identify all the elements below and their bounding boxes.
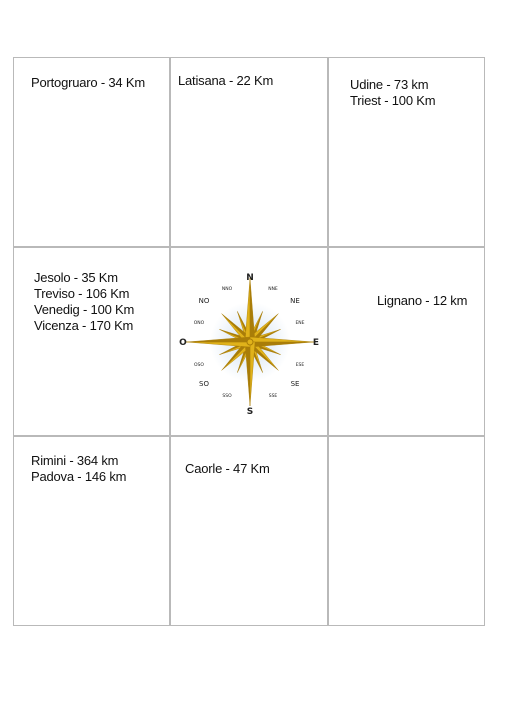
distance-list-bottom-left — [31, 453, 126, 485]
distance-list-top-right — [350, 77, 435, 109]
cell-bottom-left — [13, 436, 170, 626]
distance-entry: Triest - 100 Km — [350, 93, 436, 108]
distance-list-middle-right — [377, 293, 467, 309]
cell-bottom-right — [328, 436, 485, 626]
distance-entry: Treviso - 106 Km — [34, 286, 130, 301]
compass-label-ne: NE — [290, 297, 300, 305]
distance-entry: Latisana - 22 Km — [178, 73, 274, 88]
distance-entry: Udine - 73 km — [350, 77, 429, 92]
compass-label-ese: ESE — [295, 363, 305, 368]
compass-label-o: O — [179, 338, 187, 348]
compass-label-oso: OSO — [194, 363, 204, 368]
cell-middle-left — [13, 247, 170, 436]
compass-label-ene: ENE — [295, 321, 305, 326]
compass-label-ono: ONO — [193, 321, 205, 326]
distance-entry: Jesolo - 35 Km — [34, 270, 118, 285]
compass-label-n: N — [246, 273, 254, 283]
compass-label-so: SO — [199, 380, 209, 388]
compass-label-nno: NNO — [221, 287, 233, 292]
distance-entry: Caorle - 47 Km — [185, 461, 270, 476]
compass-label-no: NO — [198, 297, 210, 305]
distance-list-top-left — [31, 75, 145, 91]
distance-list-bottom-center — [185, 461, 270, 477]
compass-label-sso: SSO — [222, 394, 232, 399]
compass-hub — [247, 339, 253, 345]
distance-list-top-center — [178, 73, 273, 89]
location-grid — [13, 57, 485, 626]
distance-entry: Lignano - 12 km — [377, 293, 468, 308]
compass-label-nne: NNE — [268, 287, 278, 292]
cell-top-center — [170, 57, 328, 247]
cell-compass — [170, 247, 328, 436]
compass-label-s: S — [246, 407, 254, 417]
cell-top-right — [328, 57, 485, 247]
compass-label-sse: SSE — [268, 394, 278, 399]
distance-entry: Rimini - 364 km — [31, 453, 119, 468]
distance-entry: Portogruaro - 34 Km — [31, 75, 145, 90]
cell-bottom-center — [170, 436, 328, 626]
cell-top-left — [13, 57, 170, 247]
compass-label-e: E — [312, 338, 320, 348]
distance-list-middle-left — [34, 270, 134, 334]
distance-entry: Padova - 146 km — [31, 469, 127, 484]
compass-rose — [171, 248, 327, 435]
distance-entry: Vicenza - 170 Km — [34, 318, 134, 333]
distance-entry: Venedig - 100 Km — [34, 302, 135, 317]
compass-label-se: SE — [290, 380, 300, 388]
cell-middle-right — [328, 247, 485, 436]
